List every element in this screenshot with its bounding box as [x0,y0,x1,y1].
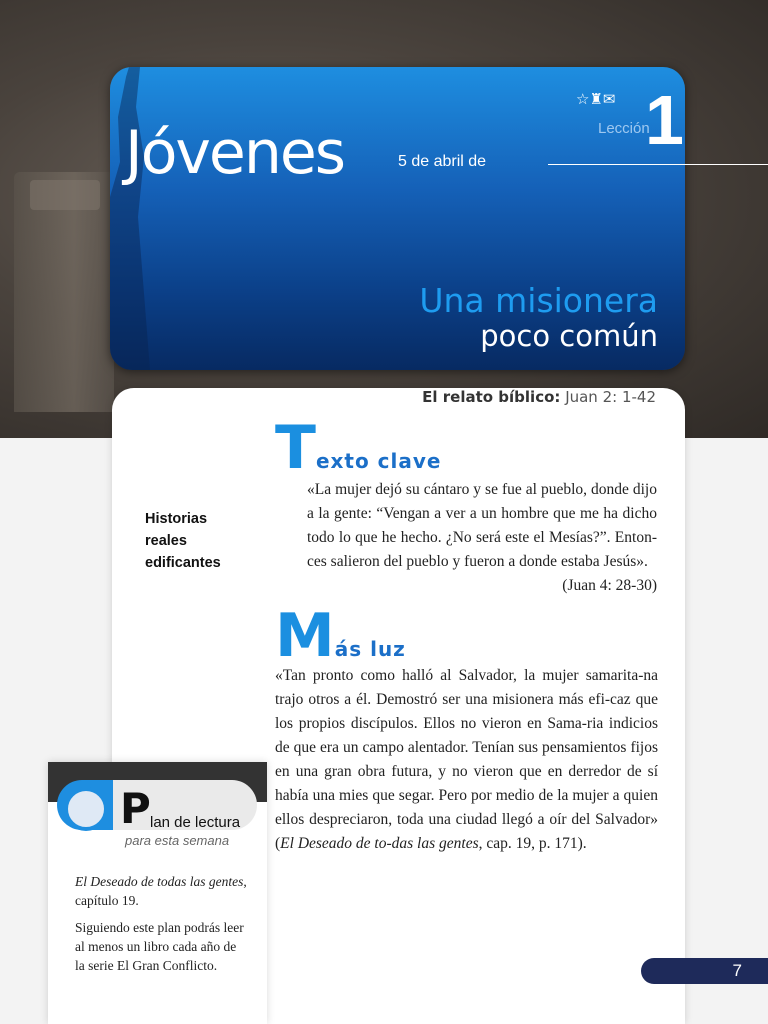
mas-luz-book: El Deseado de to-das las gentes [280,835,479,852]
woman-figure-image [110,67,210,370]
mas-luz-cite: , cap. 19, p. 171). [478,835,587,852]
envelope-icon: ✉ [602,90,616,108]
mas-luz-rest: ás luz [334,637,406,661]
bible-reference [422,388,656,406]
texto-clave-quote: «La mujer dejó su cántaro y se fue al pueblo, donde dijo a la gente: “Vengan a ver a un hombre que me ha dicho todo lo que he hecho. ¿No será este el Mesías?”. Enton-ces salieron del pueblo y fueron a donde estaba Jesús». [307,481,657,570]
star-icon: ☆ [576,90,590,108]
page-number: 7 [641,958,768,984]
header-rule [548,164,768,165]
lesson-title-line2: poco común [480,318,658,353]
relato-ref: Juan 2: 1-42 [565,388,656,406]
side-label-line3: edificantes [145,555,221,571]
relato-label: El relato bíblico: [422,388,561,406]
mas-luz-quote: «Tan pronto como halló al Salvador, la mujer samarita-na trajo otros a él. Demostró ser una misionera más efi-caz que los propios discípulos. Ellos no vieron en Sama-ria indicios de que era un campo alentador. Tenían sus pensamientos fijos en una gran obra futura, y no vieron que en derredor de sí había una mies que segar. Pero por medio de la mujer a quien ellos despreciaron, toda una ciudad llegó a oír del Salvador» ( [275,667,658,852]
plan-note: Siguiendo este plan podrás leer al menos un libro cada año de la serie El Gran Conflicto. [75,920,244,973]
texto-clave-rest: exto clave [315,449,442,473]
issue-date: 5 de abril de [398,153,487,170]
texto-clave-ref: (Juan 4: 28-30) [562,577,657,594]
mas-luz-body [275,664,658,856]
mas-luz-heading [275,601,406,671]
side-label-line1: Historias [145,511,208,527]
stone-detail-image [30,180,100,210]
plan-subtitle: para esta semana [125,833,230,848]
side-label-line2: reales [145,533,187,549]
header-icons [576,90,615,108]
plan-chapter: , capítulo 19. [75,874,247,908]
texto-clave-initial: T [275,413,316,483]
texto-clave-heading [275,413,442,483]
tower-icon: ♜ [589,90,603,108]
lesson-label: Lección [598,120,650,137]
lesson-number: 1 [645,81,684,159]
plan-title: lan de lectura [150,814,241,831]
lesson-title-line1: Una misionera [419,281,658,320]
magazine-title: Jóvenes [125,118,345,188]
circle-icon [64,787,108,831]
plan-initial: P [120,784,151,833]
side-category-label [145,508,221,574]
texto-clave-body [307,478,657,598]
lesson-headline [419,282,658,353]
mas-luz-initial: M [275,601,335,671]
plan-book: El Deseado de todas las gentes [75,874,244,889]
plan-book-text [75,872,247,910]
